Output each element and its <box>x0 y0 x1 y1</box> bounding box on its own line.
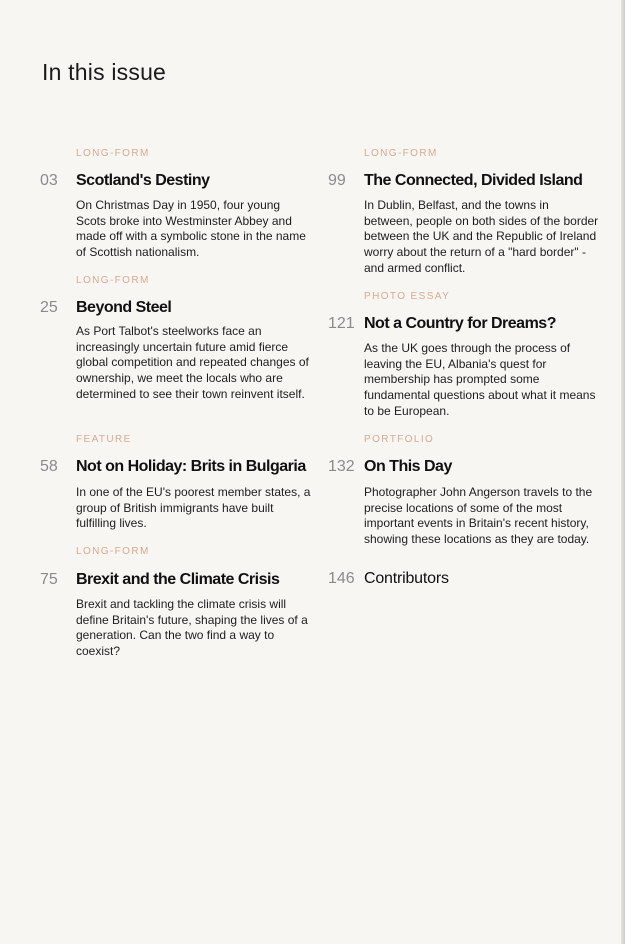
article-headline[interactable]: Not on Holiday: Brits in Bulgaria <box>76 458 306 475</box>
article-headline[interactable]: Brexit and the Climate Crisis <box>76 571 280 588</box>
article-summary: Photographer John Angerson travels to the precise locations of some of the most important events in Britain's recent history, showing these locations as they are today. <box>364 485 593 547</box>
page-edge <box>621 0 625 944</box>
article-summary: As the UK goes through the process of leaving the EU, Albania's quest for membership has prompted some fundamental questions about what it means to be European. <box>364 341 596 418</box>
page-title: In this issue <box>42 59 167 86</box>
article-category: PHOTO ESSAY <box>364 291 451 302</box>
article-headline[interactable]: Beyond Steel <box>76 299 172 316</box>
article-category: LONG-FORM <box>76 148 150 159</box>
article-category: LONG-FORM <box>76 546 150 557</box>
page-number: 58 <box>40 458 58 475</box>
article-heading[interactable] <box>40 571 279 589</box>
article-headline[interactable]: On This Day <box>364 458 452 475</box>
article-heading[interactable] <box>40 172 210 190</box>
page-number: 146 <box>328 570 355 587</box>
article-category: LONG-FORM <box>76 275 150 286</box>
page-number: 03 <box>40 172 58 189</box>
article-heading[interactable] <box>328 315 556 333</box>
article-headline[interactable]: Scotland's Destiny <box>76 172 210 189</box>
article-heading[interactable] <box>40 299 171 317</box>
article-category: PORTFOLIO <box>364 434 435 445</box>
article-heading[interactable] <box>328 172 582 190</box>
article-category: FEATURE <box>76 434 132 445</box>
article-heading[interactable] <box>328 570 449 588</box>
page-number: 99 <box>328 172 346 189</box>
page-number: 121 <box>328 315 355 332</box>
article-heading[interactable] <box>40 458 306 476</box>
article-headline[interactable]: Not a Country for Dreams? <box>364 315 556 332</box>
page-number: 75 <box>40 571 58 588</box>
article-summary: In Dublin, Belfast, and the towns in between, people on both sides of the border between the UK and the Republic of Ireland worry about the return of a "hard border" - and armed conflict. <box>364 198 599 275</box>
article-heading[interactable] <box>328 458 452 476</box>
article-summary: On Christmas Day in 1950, four young Scots broke into Westminster Abbey and made off with a symbolic stone in the name of Scottish nationalism. <box>76 198 306 260</box>
article-summary: As Port Talbot's steelworks face an increasingly uncertain future amid fierce global competition and repeated changes of ownership, we meet the locals who are determined to see their town reinvent itself. <box>76 324 309 401</box>
page-number: 132 <box>328 458 355 475</box>
article-category: LONG-FORM <box>364 148 438 159</box>
article-summary: In one of the EU's poorest member states, a group of British immigrants have built fulfilling lives. <box>76 485 311 531</box>
page-number: 25 <box>40 299 58 316</box>
article-summary: Brexit and tackling the climate crisis will define Britain's future, shaping the lives of a generation. Can the two find a way to coexist? <box>76 597 308 659</box>
article-headline[interactable]: Contributors <box>364 570 449 587</box>
article-headline[interactable]: The Connected, Divided Island <box>364 172 583 189</box>
